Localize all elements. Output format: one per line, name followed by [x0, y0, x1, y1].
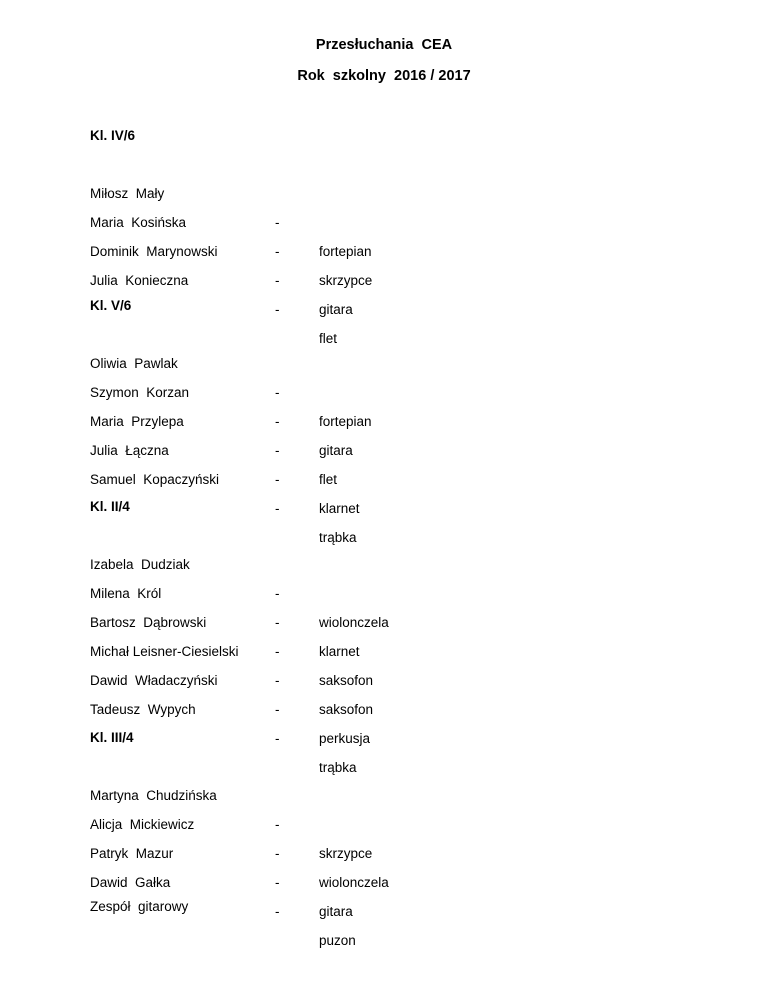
student-name: Szymon Korzan: [90, 385, 190, 400]
instrument: skrzypce: [319, 846, 373, 861]
separator-dash: -: [275, 215, 280, 230]
instrument: wiolonczela: [319, 875, 389, 890]
student-name: Maria Przylepa: [90, 414, 184, 429]
instrument: saksofon: [319, 673, 374, 688]
document-title: Przesłuchania CEA: [315, 37, 453, 53]
student-name: Dominik Marynowski: [90, 244, 218, 259]
separator-dash: -: [275, 244, 280, 259]
student-name: Patryk Mazur: [90, 846, 174, 861]
student-name: Alicja Mickiewicz: [90, 817, 195, 832]
separator-dash: -: [275, 817, 280, 832]
instrument: gitara: [319, 302, 353, 317]
student-name: Dawid Władaczyński: [90, 673, 218, 688]
separator-dash: -: [275, 472, 280, 487]
separator-dash: -: [275, 615, 280, 630]
separator-dash: -: [275, 586, 280, 601]
instrument: klarnet: [319, 644, 360, 659]
separator-dash: -: [275, 673, 280, 688]
student-name: Bartosz Dąbrowski: [90, 615, 207, 630]
class-heading: Kl. IV/6: [90, 128, 136, 143]
separator-dash: -: [275, 904, 280, 919]
instrument: fortepian: [319, 414, 372, 429]
separator-dash: -: [275, 443, 280, 458]
instrument: klarnet: [319, 501, 360, 516]
class-heading: Kl. II/4: [90, 499, 130, 514]
separator-dash: -: [275, 644, 280, 659]
separator-dash: -: [275, 302, 280, 317]
separator-dash: -: [275, 385, 280, 400]
separator-dash: -: [275, 501, 280, 516]
student-name: Julia Łączna: [90, 443, 169, 458]
class-heading: Kl. V/6: [90, 298, 132, 313]
separator-dash: -: [275, 273, 280, 288]
student-name: Miłosz Mały: [90, 186, 165, 201]
student-name: Milena Król: [90, 586, 162, 601]
student-name: Maria Kosińska: [90, 215, 187, 230]
student-name: Oliwia Pawlak: [90, 356, 178, 371]
separator-dash: -: [275, 731, 280, 746]
school-year: Rok szkolny 2016 / 2017: [297, 68, 471, 84]
separator-dash: -: [275, 846, 280, 861]
instrument: trąbka: [319, 760, 357, 775]
student-name: Izabela Dudziak: [90, 557, 190, 572]
instrument: perkusja: [319, 731, 371, 746]
student-name: Samuel Kopaczyński: [90, 472, 220, 487]
instrument: skrzypce: [319, 273, 373, 288]
separator-dash: -: [275, 414, 280, 429]
ensemble-label: Zespół gitarowy: [90, 899, 189, 914]
instrument: gitara: [319, 904, 353, 919]
student-name: Dawid Gałka: [90, 875, 171, 890]
class-heading: Kl. III/4: [90, 730, 134, 745]
student-name: Martyna Chudzińska: [90, 788, 217, 803]
instrument: gitara: [319, 443, 353, 458]
student-name: Tadeusz Wypych: [90, 702, 196, 717]
instrument: puzon: [319, 933, 356, 948]
student-name: Julia Konieczna: [90, 273, 189, 288]
instrument: flet: [319, 331, 338, 346]
student-name: Michał Leisner-Ciesielski: [90, 644, 239, 659]
instrument: fortepian: [319, 244, 372, 259]
instrument: flet: [319, 472, 338, 487]
instrument: wiolonczela: [319, 615, 389, 630]
separator-dash: -: [275, 702, 280, 717]
instrument: trąbka: [319, 530, 357, 545]
instrument: saksofon: [319, 702, 374, 717]
separator-dash: -: [275, 875, 280, 890]
